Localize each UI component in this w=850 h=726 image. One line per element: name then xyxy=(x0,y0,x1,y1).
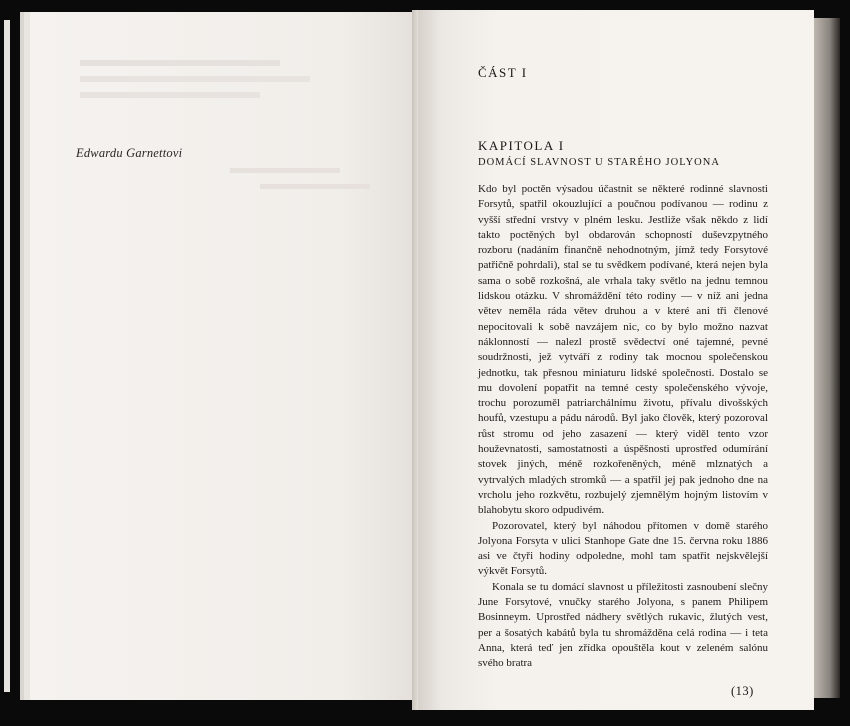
paragraph: Kdo byl poctěn výsadou účastnit se některé rodinné slavnosti Forsytů, spatřil okouzlující a poučnou podívanou — rodinu z vyšší střední vrstvy v plném lesku. Jestliže však někdo z lidí takto poctěných byl obdarován schopností duševzpytného rozboru (nadáním finančně nehodnotným, jímž tedy Forsytové patřičně pohrdali), stal se tu svědkem podívané, která nejen byla sama o sobě rozkošná, ale vrhala taky světlo na jednu temnou lidskou otázku. V shromáždění této rodiny — v níž ani jedna větev neměla ráda větev druhou a v které ani tři členové nepocitovali k sobě navzájem nic, co by bylo možno nazvat náklonností — nalezl prostě svědectví oné tajemné, pevné soudržnosti, jež vytváří z rodiny tak mocnou společenskou jednotku, tak přesnou miniaturu lidské společnosti. Dostalo se mu dovolení popatřit na temné cesty společenského vývoje, trochu porozuměl patriarchálnímu životu, přívalu divošských houfů, vzestupu a pádu národů. Byl jako člověk, který pozoroval růst stromu od jeho zasazení — který viděl tento vzor houževnatosti, samostatnosti a úspěšnosti uprostřed odumírání stovek jiných, méně rozkořeněných, méně mlznatých a vytrvalých mladých stromků — a spatřil jej pak jednoho dne na vrcholu jeho rozkvětu, rozbujelý zjemnělým hojným listovím v blahobytu skoro odpudivém. xyxy=(478,183,768,517)
bleed-through-line xyxy=(260,184,370,189)
chapter-subtitle: DOMÁCÍ SLAVNOST U STARÉHO JOLYONA xyxy=(478,157,720,168)
chapter-title: KAPITOLA I xyxy=(478,138,565,153)
paragraph: Konala se tu domácí slavnost u příležitosti zasnoubení slečny June Forsytové, vnučky starého Jolyona, s panem Philipem Bosinneym. Uprostřed nádhery světlých rukavic, žlutých vest, per a šosatých kabátů byla tu shromážděna celá rodina — i teta Anna, která teď jen zřídka opouštěla kout v zeleném salónu svého bratra xyxy=(478,580,768,670)
bleed-through-line xyxy=(80,76,310,82)
book-edge xyxy=(814,18,840,698)
part-title: ČÁST I xyxy=(478,65,528,80)
paragraph: Pozorovatel, který byl náhodou přítomen v domě starého Jolyona Forsyta v ulici Stanhope Gate dne 15. června roku 1886 asi ve čtyři hodiny odpoledne, mohl tam spatřit nejskvělejší výkvět Forsytů. xyxy=(478,519,768,578)
bleed-through-line xyxy=(80,92,260,98)
chapter-body xyxy=(478,182,768,672)
bleed-through-line xyxy=(230,168,340,173)
page-number: (13) xyxy=(731,684,754,698)
dedication: Edwardu Garnettovi xyxy=(76,146,183,160)
bleed-through-line xyxy=(80,60,280,66)
left-page xyxy=(30,12,418,700)
